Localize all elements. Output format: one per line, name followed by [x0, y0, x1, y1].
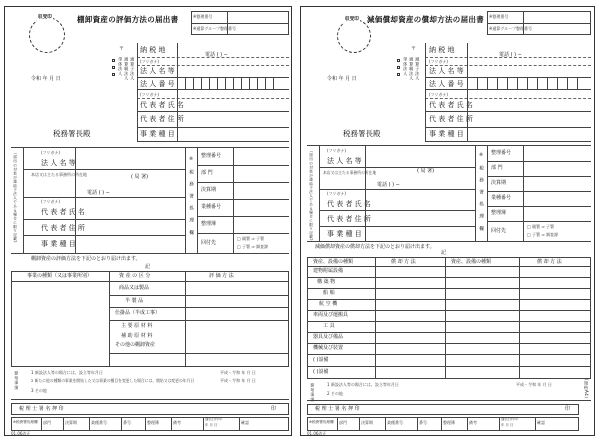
asset-row: 建物附属設備: [313, 268, 344, 274]
a4-size-note: (規格A4): [584, 379, 589, 399]
sub-head-office-label: 本店又は主たる事務所の所在地: [323, 170, 377, 175]
note-3: 3 その他: [31, 388, 47, 393]
bottom-cell: 通信日付印: [501, 417, 518, 421]
address-prefix: 〒: [119, 46, 125, 52]
statement: 棚卸資産の評価方法を下記のとおり届け出ます。: [31, 256, 141, 262]
furigana-label: (フリガナ): [140, 59, 159, 64]
notes-vertical: 参考事項: [310, 383, 316, 402]
tax-accountant-stamp: 印: [271, 406, 277, 412]
proc-ref: 整理番号: [201, 153, 222, 159]
bottom-cell: 通信日付印: [205, 417, 222, 421]
proc-route: 回付先: [491, 228, 507, 234]
bottom-cell: 整理簿: [147, 420, 159, 425]
tax-accountant-label: 税 理 士 署 名 押 印: [19, 406, 64, 412]
rep-address-label: 代 表 者 住 所: [140, 115, 184, 123]
sub-business-label: 事 業 種 目: [41, 240, 76, 248]
target-note-vertical: (届出の対象が連結子法人である場合に限り記載): [309, 151, 314, 241]
target-note-vertical: (届出の対象が連結子法人である場合に限り記載): [13, 153, 18, 243]
route-option-2: □ 子署 ⇒ 調査課: [237, 244, 268, 249]
tax-accountant-label: 税 理 士 署 名 押 印: [315, 406, 360, 412]
col-asset-2: 資産、設備の種類: [451, 259, 492, 265]
processing-vertical: ※ 税 務 署 処 理 欄: [478, 153, 484, 234]
bottom-cell: ※税務署処理欄: [13, 420, 38, 424]
asset-row: 商品又は製品: [119, 285, 150, 291]
bottom-cell: 確認: [241, 420, 249, 425]
bottom-cell: 部門: [339, 420, 347, 425]
sub-corp-name-label: 法 人 名 等: [327, 157, 362, 165]
bottom-cell: 業種番号: [387, 420, 403, 425]
receipt-stamp-label: 収受印: [38, 15, 52, 20]
bottom-cell: ※税務署処理欄: [309, 420, 334, 424]
asset-row: ( )設備: [313, 369, 329, 375]
revision-label: 01.06改正: [11, 431, 31, 436]
col-asset-1: 資産、設備の種類: [313, 259, 354, 265]
business-label: 事 業 種 目: [140, 130, 175, 138]
submission-date: 令和 年 月 日: [31, 76, 61, 82]
bottom-cell: 番号: [123, 420, 131, 425]
address-prefix: 〒: [411, 46, 417, 52]
tax-accountant-stamp: 印: [565, 406, 571, 412]
sub-office-placeholder: ( 局 署): [131, 174, 149, 180]
tax-office-addressee: 税務署長殿: [343, 129, 381, 138]
receipt-stamp-circle: [337, 19, 371, 53]
proc-dept: 部 門: [201, 170, 213, 176]
sub-phone-label: 電話 ( ) −: [377, 182, 400, 188]
sub-rep-name-label: 代 表 者 氏 名: [41, 208, 85, 216]
tax-office-addressee: 税務署長殿: [53, 129, 91, 138]
reference-number-label: ※整理番号: [489, 14, 509, 19]
bottom-cell: 決算期: [361, 420, 373, 425]
sub-phone-label: 電話 ( ) −: [87, 190, 110, 196]
sub-office-placeholder: ( 局 署): [417, 168, 435, 174]
asset-row: 工 具: [323, 323, 335, 329]
bottom-cell: 決算期: [65, 420, 77, 425]
form-title: 減価償却資産の償却方法の届出書: [367, 15, 484, 24]
revision-label: 01.06改正: [307, 431, 327, 436]
group-reference-label: ※通算グループ整理番号: [193, 26, 237, 31]
proc-fiscal: 決算期: [201, 187, 217, 193]
asset-row: 構 築 物: [317, 279, 336, 285]
rep-name-label: 代 表 者 氏 名: [429, 101, 473, 109]
rep-furigana-label: (フリガナ): [140, 92, 159, 97]
proc-register: 整理簿: [201, 221, 217, 227]
asset-row: 機械及び装置: [313, 345, 344, 351]
business-label: 事 業 種 目: [429, 130, 464, 138]
sub-furigana-label: (フリガナ): [41, 150, 60, 155]
col-business: 事業の種類（又は事業所別）: [27, 273, 93, 279]
depreciation-method-form: [300, 6, 595, 436]
proc-register: 整理簿: [491, 210, 507, 216]
phone-label: 電話 ( ) −: [205, 52, 228, 58]
sub-business-label: 事 業 種 目: [327, 230, 362, 238]
note-date-2: 平成・令和 年 月 日: [220, 378, 256, 383]
proc-fiscal: 決算期: [491, 180, 507, 186]
note-2: 2 その他: [327, 391, 343, 396]
corp-type-single: 単体法人: [118, 57, 124, 76]
col-method: 評 価 方 法: [209, 273, 234, 279]
phone-label: 電話 ( ) −: [499, 52, 522, 58]
bottom-cell: 部門: [43, 420, 51, 425]
bottom-cell: 番号: [419, 420, 427, 425]
sub-head-office-label: 本店又は主たる事務所の所在地: [31, 172, 87, 177]
ki-label: 記: [145, 264, 151, 270]
asset-row: 半 製 品: [125, 298, 144, 304]
tax-address-label: 納 税 地: [140, 46, 166, 54]
note-date-1: 平成・令和 年 月 日: [516, 382, 552, 387]
reference-number-label: ※整理番号: [193, 14, 213, 19]
bottom-cell: 業種番号: [91, 420, 107, 425]
asset-row: ( )設備: [313, 357, 329, 363]
group-reference-label: ※通算グループ整理番号: [489, 26, 533, 31]
proc-ref: 整理番号: [491, 150, 512, 156]
asset-row: 主 要 原 材 料: [121, 323, 153, 329]
notes-vertical: 参考事項: [14, 371, 20, 390]
rep-name-label: 代 表 者 氏 名: [140, 101, 184, 109]
col-method-1: 償 却 方 法: [391, 259, 416, 265]
corp-number-label: 法 人 番 号: [429, 80, 464, 88]
proc-route: 回付先: [201, 240, 217, 246]
receipt-stamp-label: 収受印: [345, 17, 359, 22]
corp-type-parent: 通算親法人: [124, 57, 130, 81]
bottom-cell: 備考: [173, 420, 181, 425]
corp-name-label: 法 人 名 等: [429, 67, 464, 75]
route-option-2: □ 子署 ⇒ 調査課: [527, 232, 558, 237]
col-method-2: 償 却 方 法: [537, 259, 562, 265]
sub-furigana-label: (フリガナ): [327, 148, 346, 153]
tax-address-label: 納 税 地: [429, 46, 455, 54]
corp-type-parent: 通算親法人: [409, 57, 415, 81]
receipt-stamp-circle: [29, 17, 65, 53]
depreciation-table: [307, 257, 591, 379]
submission-date: 令和 年 月 日: [327, 76, 357, 82]
ki-label: 記: [441, 250, 447, 256]
sub-rep-furigana: (フリガナ): [327, 191, 346, 196]
corp-type-child: 通算子法人: [130, 57, 136, 81]
sub-rep-name-label: 代 表 者 氏 名: [327, 200, 371, 208]
route-option-1: □ 親署 ⇒ 子署: [237, 236, 264, 241]
col-asset: 資 産 の 区 分: [119, 273, 151, 279]
sub-rep-address-label: 代 表 者 住 所: [41, 224, 85, 232]
note-date-1: 平成・令和 年 月 日: [220, 370, 256, 375]
asset-row: 船 舶: [323, 290, 335, 296]
asset-row: 仕掛品（半成工事）: [115, 310, 161, 316]
note-1: 1 新設法人等の場合には、設立等年月日: [327, 382, 399, 387]
rep-furigana-label: (フリガナ): [429, 92, 448, 97]
route-option-1: □ 親署 ⇒ 子署: [527, 224, 554, 229]
corp-name-label: 法 人 名 等: [140, 67, 175, 75]
statement: 減価償却資産の償却方法を下記のとおり届け出ます。: [315, 244, 435, 250]
note-2: 2 新たに他の種類の事業を開始した又は事業の種目を変更した場合には、開始又は変更の年月日: [31, 378, 195, 383]
asset-row: その他の棚卸資産: [115, 342, 156, 348]
proc-industry: 業種番号: [201, 204, 222, 210]
corp-type-single: 単体法人: [403, 57, 409, 76]
furigana-label: (フリガナ): [429, 59, 448, 64]
form-title: 棚卸資産の評価方法の届出書: [77, 15, 179, 24]
note-1: 1 新設法人等の場合には、設立等年月日: [31, 370, 103, 375]
sub-rep-furigana: (フリガナ): [41, 199, 60, 204]
proc-industry: 業種番号: [491, 195, 512, 201]
rep-address-label: 代 表 者 住 所: [429, 115, 473, 123]
asset-row: 器具及び備品: [313, 334, 344, 340]
bottom-cell: 備考: [469, 420, 477, 425]
asset-row: 航 空 機: [319, 301, 338, 307]
asset-row: 補 助 原 材 料: [121, 333, 153, 339]
sub-rep-address-label: 代 表 者 住 所: [327, 215, 371, 223]
bottom-cell: 年 月 日: [501, 423, 514, 427]
corp-type-child: 通算子法人: [415, 57, 421, 81]
bottom-cell: 整理簿: [443, 420, 455, 425]
sub-corp-name-label: 法 人 名 等: [41, 159, 76, 167]
asset-row: 車両及び運搬具: [313, 312, 349, 318]
proc-dept: 部 門: [491, 165, 503, 171]
bottom-cell: 年 月 日: [205, 423, 218, 427]
corp-number-label: 法 人 番 号: [140, 80, 175, 88]
inventory-valuation-form: [4, 6, 292, 436]
bottom-cell: 確認: [537, 420, 545, 425]
processing-vertical: ※ 税 務 署 処 理 欄: [188, 157, 194, 238]
